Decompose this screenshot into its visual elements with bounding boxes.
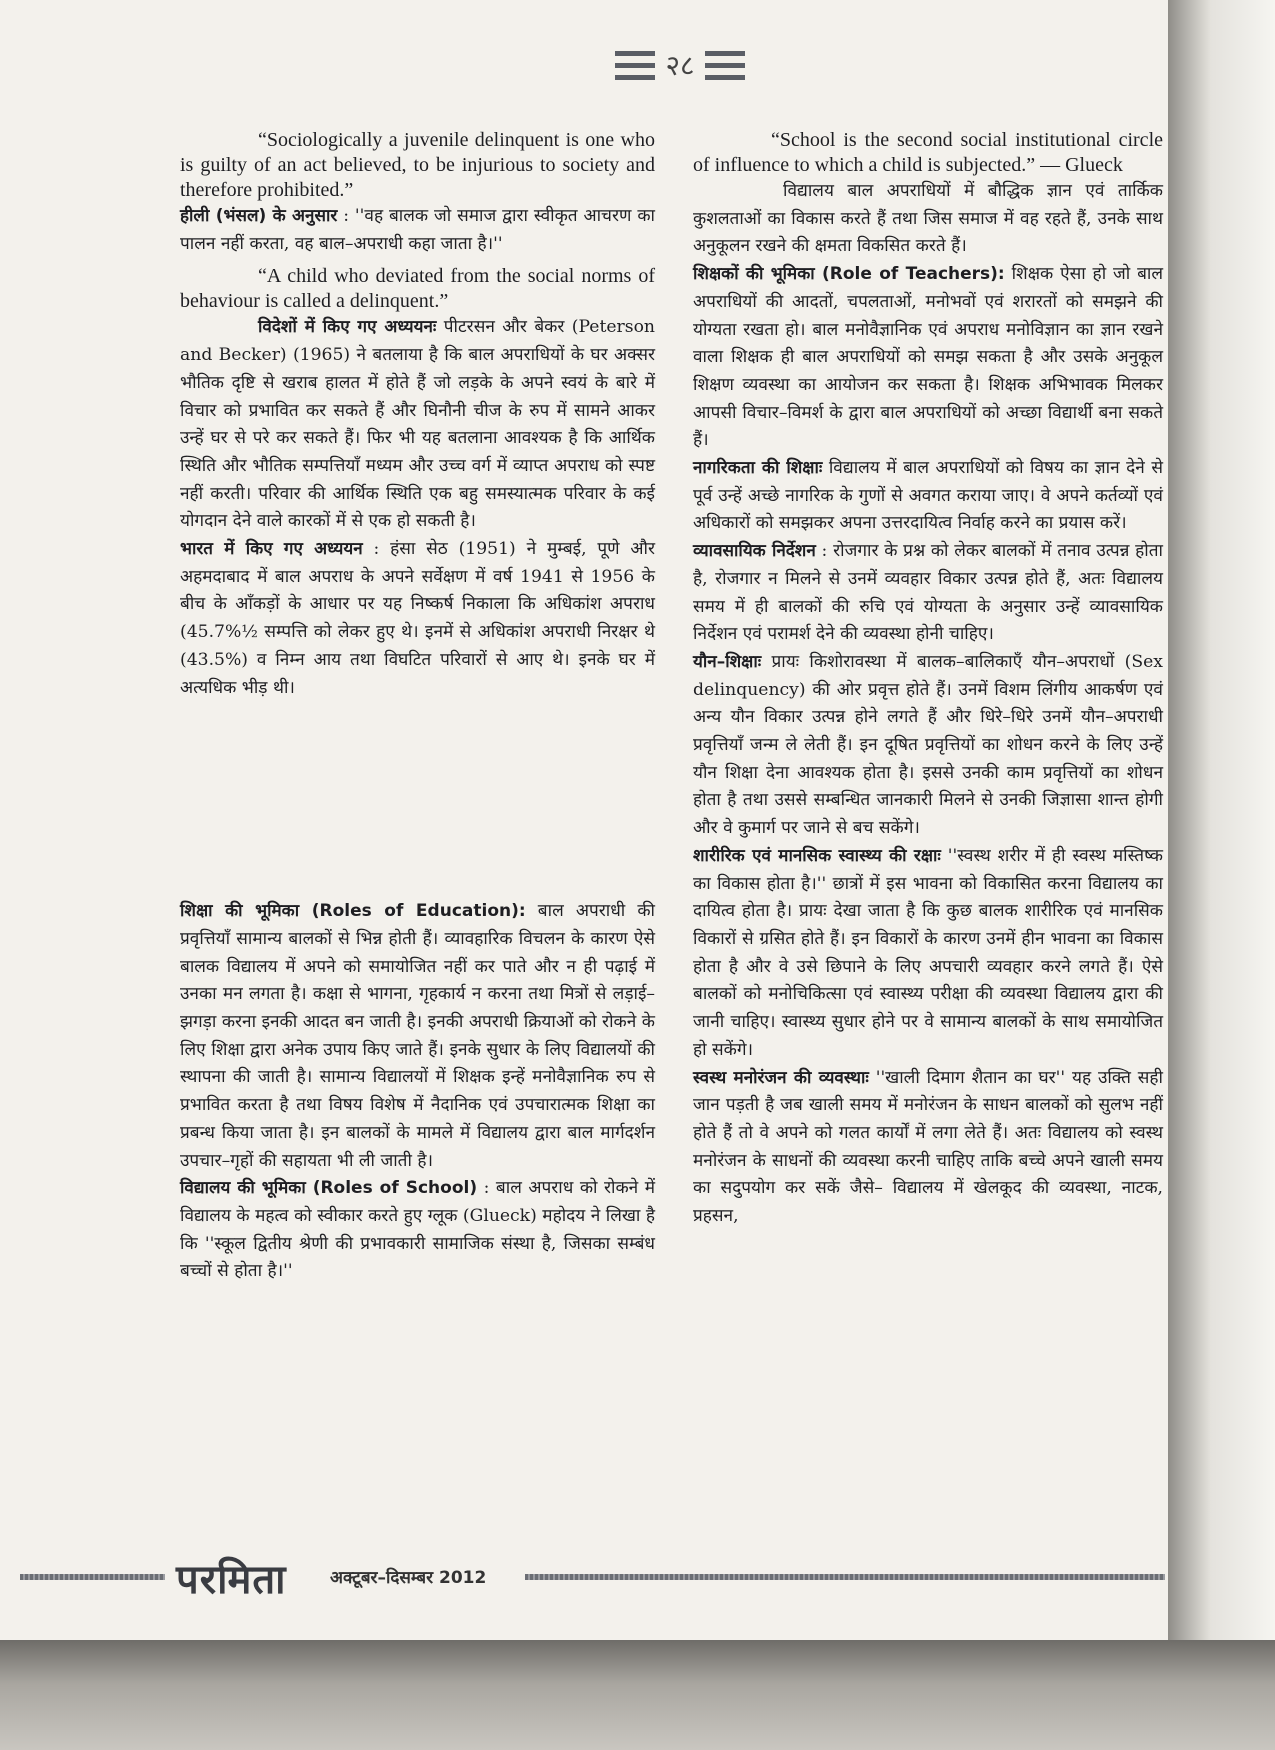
paragraph-role-education: शिक्षा की भूमिका (Roles of Education): बाल अपराधी की प्रवृत्तियाँ सामान्य बालकों से भिन्न होती हैं। व्यावहारिक विचलन के कारण ऐसे बालक विद्यालय में अपने को समायोजित नहीं कर पाते और न ही पढ़ाई में उनका मन लगता है। कक्षा से भागना, गृहकार्य न करना तथा मित्रों से लड़ाई–झगड़ा करना इनकी आदत बन जाती है। इनकी अपराधी क्रियाओं को रोकने के लिए शिक्षा द्वारा अनेक उपाय किए जाते हैं। इनके सुधार के लिए विद्यालयों की स्थापना की जाती है। सामान्य विद्यालयों में शिक्षक इन्हें मनोवैज्ञानिक रुप से प्रभावित करता है तथा विषय विशेष में नैदानिक एवं उपचारात्मक शिक्षा का प्रबन्ध किया जाता है। इन बालकों के मामले में विद्यालय द्वारा बाल मार्गदर्शन उपचार–गृहों की सहायता भी ली जाती है।: [180, 901, 656, 1171]
footer-rule-left: [20, 1574, 165, 1580]
paragraph-sex-education: यौन–शिक्षाः प्रायः किशोरावस्था में बालक–बालिकाएँ यौन–अपराधों (Sex delinquency) की ओर प्रवृत्त होते हैं। उनमें विशम लिंगीय आकर्षण एवं अन्य यौन विकार उत्पन्न होने लगते हैं और धिरे–धिरे उनमें यौन–अपराधी प्रवृत्तियाँ जन्म ले लेती हैं। इन दूषित प्रवृत्तियों का शोधन करने के लिए उन्हें यौन शिक्षा देना आवश्यक होता है। इससे उनकी काम प्रवृत्तियों का शोधन होता है तथा उससे सम्बन्धित जानकारी मिलने से उनकी जिज्ञासा शान्त होगी और वे कुमार्ग पर जाने से बच सकेंगे।: [693, 651, 1163, 839]
page-number: २८: [665, 49, 695, 82]
heading-foreign-studies: विदेशों में किए गए अध्ययनः: [258, 317, 437, 338]
paragraph-healy: हीली (भंसल) के अनुसार : ''वह बालक जो समाज द्वारा स्वीकृत आचरण का पालन नहीं करता, वह बाल–अपराधी कहा जाता है।'': [180, 206, 655, 254]
header-bars-right: [705, 51, 745, 80]
left-column: [180, 128, 655, 1286]
page-number-header: [590, 40, 770, 90]
paragraph-india-studies: भारत में किए गए अध्ययन : हंसा सेठ (1951) ने मुम्बई, पूणे और अहमदाबाद में बाल अपराध के अपने सर्वेक्षण में वर्ष 1941 से 1956 के बीच के आँकड़ों के आधार पर यह निष्कर्ष निकाला कि अधिकांश अपराध (45.7%½ सम्पत्ति को लेकर हुए थे। इनमें से अधिकांश अपराधी निरक्षर थे (43.5%) व निम्न आय तथा विघटित परिवारों से आए थे। इनके घर में अत्यधिक भीड़ थी।: [180, 539, 655, 698]
paragraph-health: शारीरिक एवं मानसिक स्वास्थ्य की रक्षाः ''स्वस्थ शरीर में ही स्वस्थ मस्तिष्क का विकास होता है।'' छात्रों में इस भावना को विकासित करना विद्यालय का दायित्व होता है। प्रायः देखा जाता है कि कुछ बालक शारीरिक एवं मानसिक विकारों से ग्रसित होते हैं। इन विकारों के कारण उनमें हीन भावना का विकास होता है और वे उसे छिपाने के लिए अपचारी व्यवहार करने लगते हैं। ऐसे बालकों को मनोचिकित्सा एवं स्वास्थ्य परीक्षा की व्यवस्था विद्यालय द्वारा की जानी चाहिए। स्वास्थ्य सुधार होने पर वे सामान्य बालकों के साथ समायोजित हो सकेंगे।: [693, 845, 1163, 1060]
footer-rule-right: [525, 1574, 1165, 1580]
heading-citizenship: नागरिकता की शिक्षाः: [693, 458, 823, 479]
heading-recreation: स्वस्थ मनोरंजन की व्यवस्थाः: [693, 1067, 869, 1088]
heading-vocational: व्यावसायिक निर्देशन: [693, 541, 816, 562]
heading-role-teachers: शिक्षकों की भूमिका (Role of Teachers):: [693, 264, 1005, 285]
column-gap: [180, 702, 655, 898]
paragraph-vocational: व्यावसायिक निर्देशन : रोजगार के प्रश्न को लेकर बालकों में तनाव उत्पन्न होता है, रोजगार न मिलने से उनमें व्यवहार विकार उत्पन्न होते हैं, अतः विद्यालय समय में ही बालकों की रुचि एवं योग्यता के अनुसार उन्हें व्यावसायिक निर्देशन एवं परामर्श देने की व्यवस्था होनी चाहिए।: [693, 541, 1163, 645]
heading-sex-education: यौन–शिक्षाः: [693, 651, 762, 672]
header-bars-left: [615, 51, 655, 80]
heading-role-education: शिक्षा की भूमिका (Roles of Education):: [180, 901, 526, 922]
book-spine-shadow: [1168, 0, 1275, 1640]
paragraph-recreation: स्वस्थ मनोरंजन की व्यवस्थाः ''खाली दिमाग शैतान का घर'' यह उक्ति सही जान पड़ती है जब खाली समय में मनोरंजन के साधन बालकों को सुलभ नहीं होते हैं तो वे अपने को गलत कार्यों में लगा लेते हैं। अतः विद्यालय को स्वस्थ मनोरंजन के साधनों की व्यवस्था करनी चाहिए ताकि बच्चे अपने खाली समय का सदुपयोग कर सकें जैसे– विद्यालय में खेलकूद की व्यवस्था, नाटक, प्रहसन,: [693, 1067, 1163, 1227]
heading-role-school: विद्यालय की भूमिका (Roles of School): [180, 1178, 478, 1199]
page-footer: [0, 1548, 1168, 1604]
right-column: [693, 128, 1163, 1231]
issue-date: अक्टूबर–दिसम्बर 2012: [330, 1568, 487, 1588]
scan-bottom-shadow: [0, 1640, 1275, 1750]
magazine-logo: परमिता: [176, 1556, 287, 1603]
quote-glueck: “School is the second social institutional circle of influence to which a child is subjected.” — Glueck: [693, 129, 1163, 176]
paragraph-citizenship: नागरिकता की शिक्षाः विद्यालय में बाल अपराधियों को विषय का ज्ञान देने से पूर्व उन्हें अच्छे नागरिक के गुणों से अवगत कराया जाए। वे अपने कर्तव्यों एवं अधिकारों को समझकर अपना उत्तरदायित्व निर्वाह करने का प्रयास करें।: [693, 458, 1163, 534]
quote-sociological: “Sociologically a juvenile delinquent is one who is guilty of an act believed, to be injurious to society and therefore prohibited.”: [180, 129, 655, 201]
paragraph-foreign-studies: विदेशों में किए गए अध्ययनः पीटरसन और बेकर (Peterson and Becker) (1965) ने बतलाया है कि बाल अपराधियों के घर अक्सर भौतिक दृष्टि से खराब हालत में होते हैं जो लड़के के अपने स्वयं के बारे में विचार को प्रभावित कर सकते हैं और घिनौनी चीज के रुप में सामने आकर उन्हें घर से परे कर सकते हैं। फिर भी यह बतलाना आवश्यक है कि आर्थिक स्थिति और भौतिक सम्पत्तियाँ मध्यम और उच्च वर्ग में व्याप्त अपराध को स्पष्ट नहीं करती। परिवार की आर्थिक स्थिति एक बहु समस्यात्मक परिवार के कई योगदान देने वाले कारकों में से एक हो सकती है।: [180, 317, 655, 532]
paragraph-role-teachers: शिक्षकों की भूमिका (Role of Teachers): शिक्षक ऐसा हो जो बाल अपराधियों की आदतों, चपलताओं, मनोभवों एवं शरारतों को समझने की योग्यता रखता हो। बाल मनोवैज्ञानिक एवं अपराध मनोविज्ञान का ज्ञान रखने वाला शिक्षक ही बाल अपराधियों को समझ सकता है और उसके अनुकूल शिक्षण व्यवस्था का आयोजन कर सकता है। शिक्षक अभिभावक मिलकर आपसी विचार–विमर्श के द्वारा बाल अपराधियों को अच्छा विद्यार्थी बना सकते हैं।: [693, 264, 1163, 451]
paragraph-role-school: विद्यालय की भूमिका (Roles of School) : बाल अपराध को रोकने में विद्यालय के महत्व को स्वीकार करते हुए ग्लूक (Glueck) महोदय ने लिखा है कि ''स्कूल द्वितीय श्रेणी की प्रभावकारी सामाजिक संस्था है, जिसका सम्बंध बच्चों से होता है।'': [180, 1178, 655, 1282]
paragraph-school-development: विद्यालय बाल अपराधियों में बौद्धिक ज्ञान एवं तार्किक कुशलताओं का विकास करते हैं तथा जिस समाज में वह रहते हैं, उनके साथ अनुकूलन रखने की क्षमता विकसित करते हैं।: [693, 181, 1163, 257]
quote-deviated: “A child who deviated from the social norms of behaviour is called a delinquent.”: [180, 265, 655, 313]
heading-healy: हीली (भंसल) के अनुसार: [180, 206, 338, 226]
heading-india-studies: भारत में किए गए अध्ययन: [180, 539, 363, 560]
heading-health: शारीरिक एवं मानसिक स्वास्थ्य की रक्षाः: [693, 845, 941, 866]
